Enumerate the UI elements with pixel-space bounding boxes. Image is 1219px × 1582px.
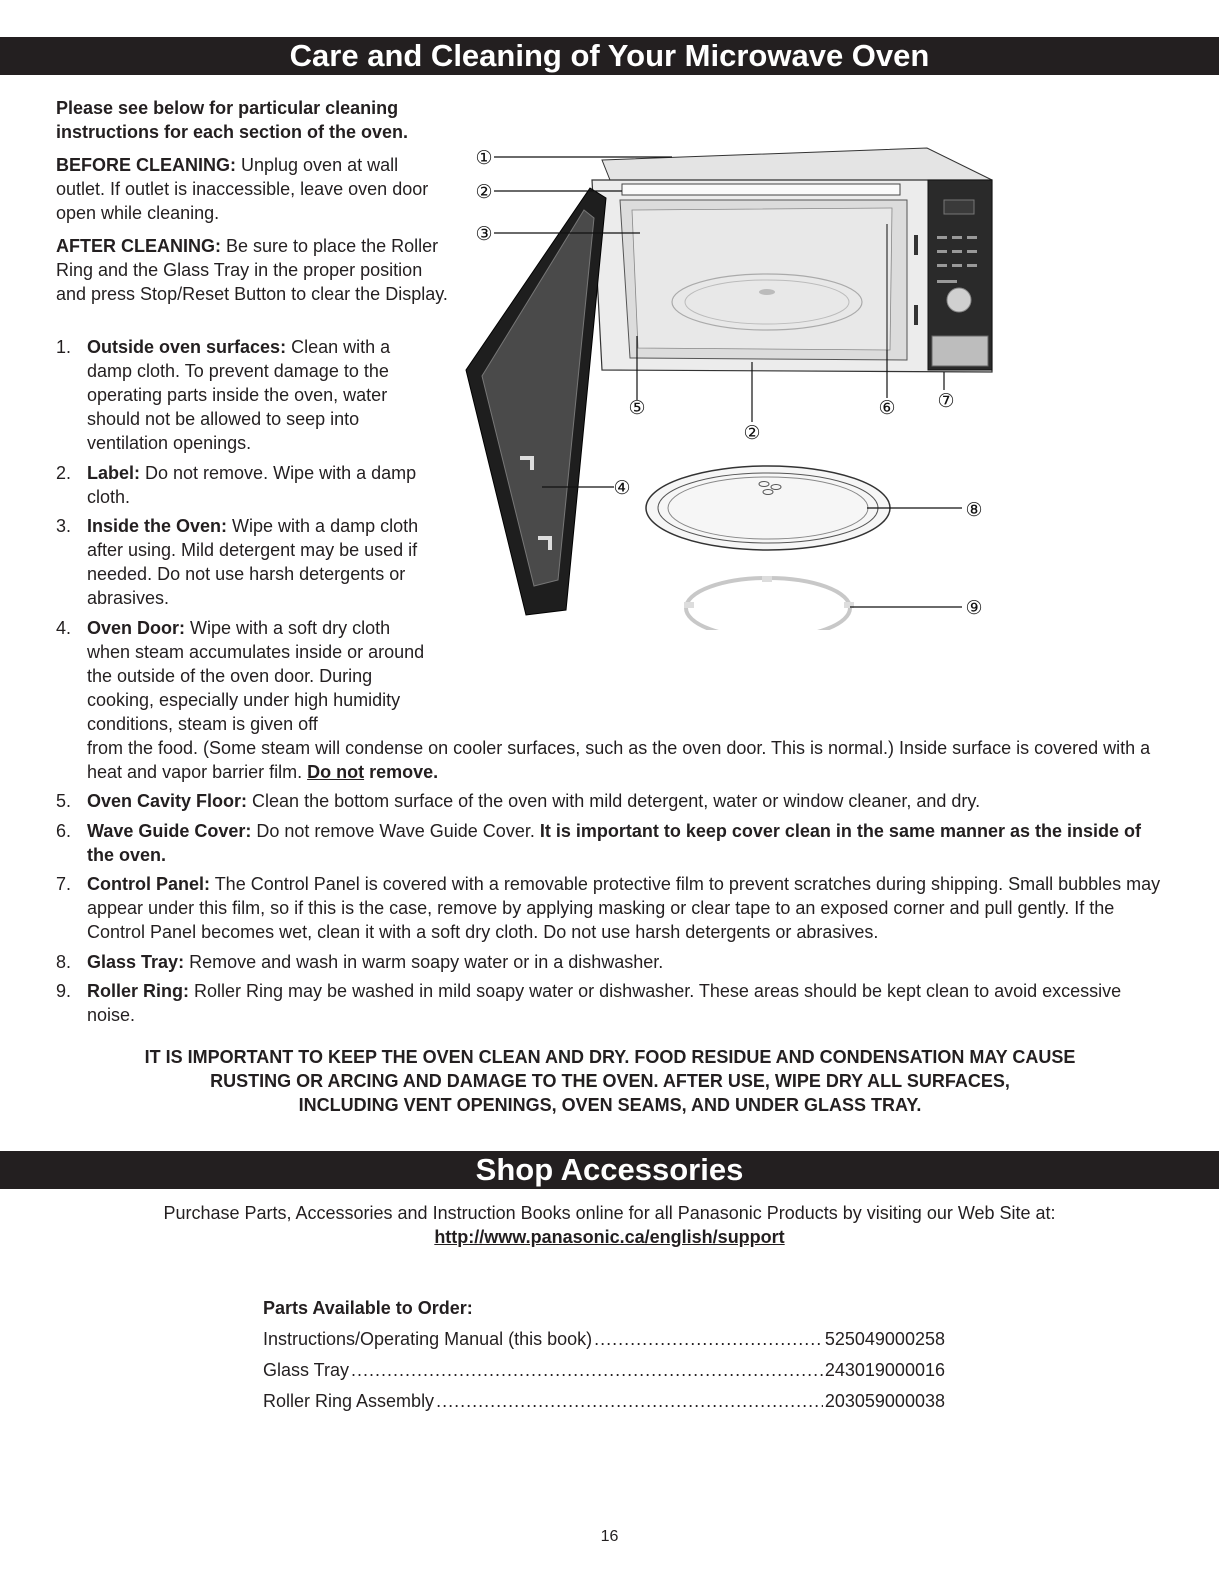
after-cleaning — [56, 234, 448, 306]
item-label: Wave Guide Cover: — [87, 820, 252, 841]
parts-row — [263, 1358, 945, 1389]
glass-tray-illustration — [646, 466, 890, 550]
part-name: Glass Tray — [263, 1360, 350, 1380]
intro-text: Please see below for particular cleaning instructions for each section of the oven. — [56, 98, 409, 142]
callout-3: ③ — [475, 223, 493, 245]
item-number: 4. — [56, 617, 72, 638]
item-text: Roller Ring may be washed in mild soapy water or dishwasher. These areas should be kept clean to avoid excessive noise. — [87, 981, 1122, 1025]
dot-leader — [436, 1389, 823, 1413]
important-warning — [60, 1045, 1160, 1117]
shop-description: Purchase Parts, Accessories and Instruction Books online for all Panasonic Products by visiting our Web Site at: — [163, 1203, 1056, 1223]
list-item — [56, 950, 1164, 974]
shop-section — [0, 1201, 1219, 1249]
microwave-diagram — [462, 140, 1002, 630]
item-text: Wipe with a damp cloth after using. Mild detergent may be used if needed. Do not use harsh detergents or abrasives. — [87, 516, 419, 608]
callout-8: ⑧ — [965, 499, 983, 521]
callout-9: ⑨ — [965, 597, 983, 619]
list-item — [56, 872, 1164, 944]
item-label: Glass Tray: — [87, 951, 185, 972]
after-text: Be sure to place the Roller Ring and the Glass Tray in the proper position and press Stop/Reset Button to clear the Display. — [56, 236, 448, 304]
page-number: 16 — [600, 1528, 619, 1545]
parts-row — [263, 1327, 945, 1358]
callout-1: ① — [475, 147, 493, 169]
part-code: 525049000258 — [824, 1329, 945, 1349]
item-text: The Control Panel is covered with a removable protective film to prevent scratches during shipping. Small bubbles may appear under this film, so if this is the case, remove by applying masking or clear tape to an exposed corner and pull gently. If the Control Panel becomes wet, clean it with a soft dry cloth. Do not use harsh detergents or abrasives. — [87, 874, 1161, 942]
item-number: 5. — [56, 791, 72, 811]
item-number: 8. — [56, 951, 72, 972]
warning-line: RUSTING OR ARCING AND DAMAGE TO THE OVEN. AFTER USE, WIPE DRY ALL SURFACES, — [210, 1071, 1010, 1091]
callout-6: ⑥ — [878, 397, 896, 419]
item-label: Roller Ring: — [87, 981, 189, 1001]
callout-5: ⑤ — [628, 397, 646, 419]
intro-section — [56, 96, 448, 315]
item-label: Oven Door: — [87, 617, 186, 638]
list-item — [56, 979, 1164, 1027]
item-number: 6. — [56, 820, 72, 841]
item-number: 3. — [56, 516, 72, 536]
after-label: AFTER CLEANING: — [56, 236, 221, 256]
item-number: 7. — [56, 874, 72, 894]
parts-title: Parts Available to Order: — [263, 1298, 473, 1318]
warning-line: INCLUDING VENT OPENINGS, OVEN SEAMS, AND UNDER GLASS TRAY. — [298, 1095, 922, 1115]
support-link[interactable]: http://www.panasonic.ca/english/support — [434, 1227, 785, 1247]
callout-2: ② — [475, 181, 493, 203]
dot-leader — [351, 1358, 823, 1382]
item-text: Do not remove. Wipe with a damp cloth. — [87, 462, 417, 507]
parts-row — [263, 1389, 945, 1420]
list-item — [56, 616, 1164, 784]
item-text-continued: from the food. (Some steam will condense on cooler surfaces, such as the oven door. This is normal.) Inside surface is covered with a heat and vapor barrier film. — [87, 737, 1151, 782]
part-name: Roller Ring Assembly — [263, 1391, 435, 1411]
item-label: Control Panel: — [87, 874, 211, 894]
item-text: Wipe with a soft dry cloth when steam accumulates inside or around the outside of the oven door. During cooking, especially under high humidity conditions, steam is given off — [87, 617, 425, 734]
part-name: Instructions/Operating Manual (this book) — [263, 1329, 593, 1349]
item-label: Oven Cavity Floor: — [87, 791, 248, 811]
item-label: Inside the Oven: — [87, 516, 228, 536]
item-text: Do not remove Wave Guide Cover. — [251, 820, 540, 841]
item-label: Label: — [87, 462, 141, 483]
dot-leader — [594, 1327, 823, 1351]
parts-list — [263, 1296, 945, 1420]
item-text: Clean the bottom surface of the oven with mild detergent, water or window cleaner, and dry. — [247, 791, 981, 811]
item-number: 1. — [56, 337, 72, 357]
shop-banner: Shop Accessories — [0, 1151, 1219, 1189]
before-text: Unplug oven at wall outlet. If outlet is inaccessible, leave oven door open while cleaning. — [56, 155, 429, 223]
item-number: 9. — [56, 981, 72, 1001]
roller-ring-illustration — [684, 576, 854, 630]
part-code: 203059000038 — [824, 1391, 945, 1411]
item-number: 2. — [56, 462, 72, 483]
item-text: Remove and wash in warm soapy water or in a dishwasher. — [184, 951, 664, 972]
care-banner: Care and Cleaning of Your Microwave Oven — [0, 37, 1219, 75]
oven-door-illustration — [466, 188, 606, 615]
before-label: BEFORE CLEANING: — [56, 155, 236, 175]
callout-7: ⑦ — [937, 390, 955, 412]
warning-line: IT IS IMPORTANT TO KEEP THE OVEN CLEAN AND DRY. FOOD RESIDUE AND CONDENSATION MAY CAUSE — [144, 1047, 1076, 1067]
oven-body-illustration — [592, 148, 992, 372]
item-label: Outside oven surfaces: — [87, 337, 287, 357]
item-bold-tail: It is important to keep cover clean in the same manner as the inside of the oven. — [87, 820, 1142, 865]
part-code: 243019000016 — [824, 1360, 945, 1380]
do-not-emphasis: Do not — [307, 761, 365, 782]
list-item — [56, 819, 1164, 867]
list-item — [56, 789, 1164, 813]
before-cleaning — [56, 153, 448, 225]
item-text: Clean with a damp cloth. To prevent damage to the operating parts inside the oven, water should not be allowed to seep into ventilation openings. — [87, 337, 391, 453]
callout-4: ④ — [613, 477, 631, 499]
remove-emphasis: remove. — [364, 761, 439, 782]
callout-2b: ② — [743, 422, 761, 444]
